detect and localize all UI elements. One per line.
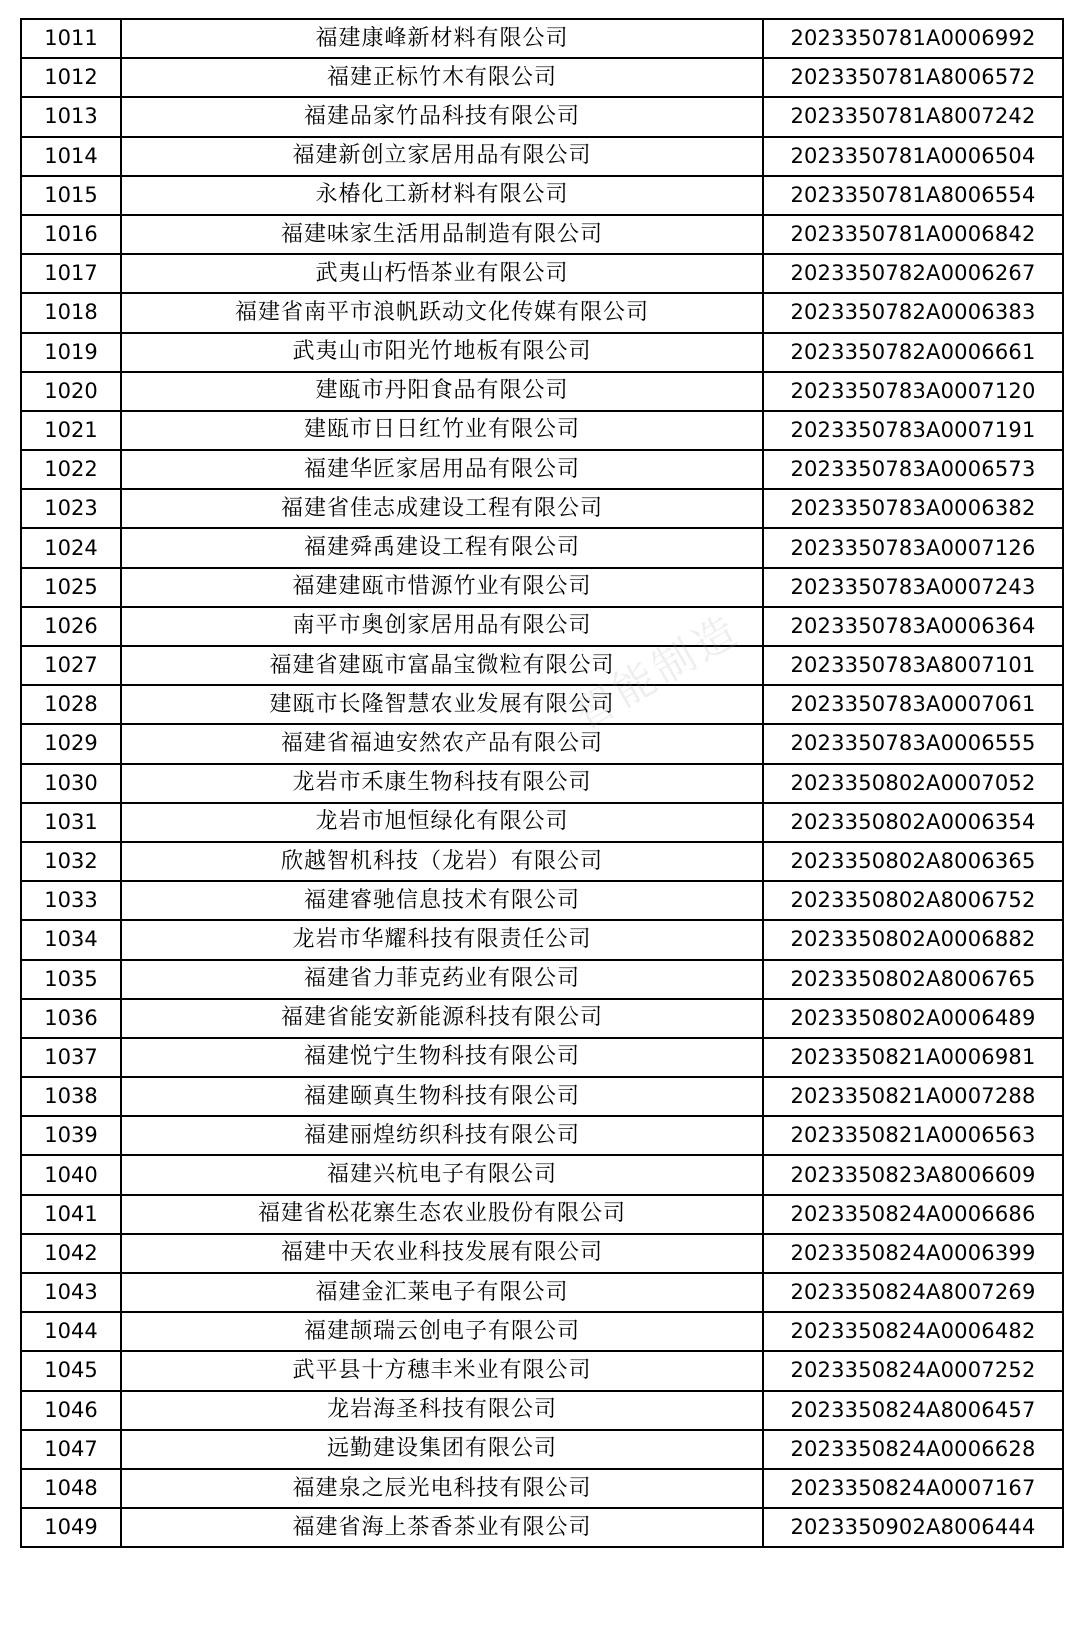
company-name-cell: 龙岩市禾康生物科技有限公司 xyxy=(121,764,763,803)
company-name-cell: 福建味家生活用品制造有限公司 xyxy=(121,215,763,254)
row-number-cell: 1014 xyxy=(21,137,121,176)
table-row xyxy=(21,254,1063,293)
row-number-cell: 1021 xyxy=(21,411,121,450)
row-number-cell: 1022 xyxy=(21,450,121,489)
company-name-cell: 远勤建设集团有限公司 xyxy=(121,1430,763,1469)
registration-code-cell: 2023350781A8006572 xyxy=(763,58,1063,97)
table-row xyxy=(21,19,1063,58)
table-row xyxy=(21,1116,1063,1155)
registration-code-cell: 2023350781A0006992 xyxy=(763,19,1063,58)
registration-code-cell: 2023350902A8006444 xyxy=(763,1508,1063,1547)
table-row xyxy=(21,960,1063,999)
company-name-cell: 福建省松花寨生态农业股份有限公司 xyxy=(121,1195,763,1234)
table-row xyxy=(21,881,1063,920)
row-number-cell: 1047 xyxy=(21,1430,121,1469)
company-name-cell: 福建新创立家居用品有限公司 xyxy=(121,137,763,176)
table-row xyxy=(21,333,1063,372)
row-number-cell: 1011 xyxy=(21,19,121,58)
registration-code-cell: 2023350783A0006364 xyxy=(763,607,1063,646)
registration-code-cell: 2023350821A0007288 xyxy=(763,1077,1063,1116)
row-number-cell: 1024 xyxy=(21,528,121,567)
registration-code-cell: 2023350824A0006482 xyxy=(763,1312,1063,1351)
company-name-cell: 福建省力菲克药业有限公司 xyxy=(121,960,763,999)
company-name-cell: 建瓯市长隆智慧农业发展有限公司 xyxy=(121,685,763,724)
company-name-cell: 建瓯市丹阳食品有限公司 xyxy=(121,372,763,411)
company-name-cell: 永椿化工新材料有限公司 xyxy=(121,176,763,215)
company-name-cell: 福建兴杭电子有限公司 xyxy=(121,1155,763,1194)
registration-code-cell: 2023350824A8006457 xyxy=(763,1391,1063,1430)
registration-code-cell: 2023350783A0007120 xyxy=(763,372,1063,411)
table-row xyxy=(21,1195,1063,1234)
table-row xyxy=(21,764,1063,803)
row-number-cell: 1033 xyxy=(21,881,121,920)
registration-code-cell: 2023350783A0006382 xyxy=(763,489,1063,528)
table-row xyxy=(21,1155,1063,1194)
company-name-cell: 福建颐真生物科技有限公司 xyxy=(121,1077,763,1116)
company-name-cell: 福建省能安新能源科技有限公司 xyxy=(121,999,763,1038)
registration-code-cell: 2023350782A0006383 xyxy=(763,293,1063,332)
company-name-cell: 福建金汇莱电子有限公司 xyxy=(121,1273,763,1312)
company-name-cell: 欣越智机科技（龙岩）有限公司 xyxy=(121,842,763,881)
row-number-cell: 1028 xyxy=(21,685,121,724)
table-row xyxy=(21,842,1063,881)
row-number-cell: 1036 xyxy=(21,999,121,1038)
registration-code-cell: 2023350802A8006752 xyxy=(763,881,1063,920)
registration-code-cell: 2023350824A0007167 xyxy=(763,1469,1063,1508)
row-number-cell: 1030 xyxy=(21,764,121,803)
row-number-cell: 1039 xyxy=(21,1116,121,1155)
table-row xyxy=(21,1312,1063,1351)
company-name-cell: 福建品家竹品科技有限公司 xyxy=(121,97,763,136)
company-name-cell: 福建省建瓯市富晶宝微粒有限公司 xyxy=(121,646,763,685)
row-number-cell: 1048 xyxy=(21,1469,121,1508)
table-row xyxy=(21,999,1063,1038)
row-number-cell: 1018 xyxy=(21,293,121,332)
table-row xyxy=(21,724,1063,763)
company-name-cell: 福建省南平市浪帆跃动文化传媒有限公司 xyxy=(121,293,763,332)
row-number-cell: 1046 xyxy=(21,1391,121,1430)
table-row xyxy=(21,450,1063,489)
table-row xyxy=(21,568,1063,607)
row-number-cell: 1040 xyxy=(21,1155,121,1194)
table-row xyxy=(21,176,1063,215)
company-name-cell: 龙岩市旭恒绿化有限公司 xyxy=(121,803,763,842)
row-number-cell: 1012 xyxy=(21,58,121,97)
company-name-cell: 龙岩市华耀科技有限责任公司 xyxy=(121,920,763,959)
registration-code-cell: 2023350781A8006554 xyxy=(763,176,1063,215)
row-number-cell: 1032 xyxy=(21,842,121,881)
row-number-cell: 1041 xyxy=(21,1195,121,1234)
table-row xyxy=(21,293,1063,332)
row-number-cell: 1013 xyxy=(21,97,121,136)
table-row xyxy=(21,1077,1063,1116)
row-number-cell: 1016 xyxy=(21,215,121,254)
company-name-cell: 福建颉瑞云创电子有限公司 xyxy=(121,1312,763,1351)
row-number-cell: 1038 xyxy=(21,1077,121,1116)
registration-code-cell: 2023350783A8007101 xyxy=(763,646,1063,685)
table-row xyxy=(21,489,1063,528)
watermark-text: 智能制造 xyxy=(564,604,748,740)
registration-code-cell: 2023350783A0007243 xyxy=(763,568,1063,607)
company-name-cell: 福建丽煌纺织科技有限公司 xyxy=(121,1116,763,1155)
registration-code-cell: 2023350783A0007191 xyxy=(763,411,1063,450)
table-row xyxy=(21,607,1063,646)
registration-code-cell: 2023350821A0006981 xyxy=(763,1038,1063,1077)
company-name-cell: 建瓯市日日红竹业有限公司 xyxy=(121,411,763,450)
company-name-cell: 南平市奥创家居用品有限公司 xyxy=(121,607,763,646)
row-number-cell: 1027 xyxy=(21,646,121,685)
table-row xyxy=(21,1430,1063,1469)
table-row xyxy=(21,58,1063,97)
table-row xyxy=(21,215,1063,254)
row-number-cell: 1015 xyxy=(21,176,121,215)
table-row xyxy=(21,685,1063,724)
company-name-cell: 福建睿驰信息技术有限公司 xyxy=(121,881,763,920)
company-table xyxy=(20,18,1064,1548)
company-name-cell: 福建舜禹建设工程有限公司 xyxy=(121,528,763,567)
registration-code-cell: 2023350783A0007061 xyxy=(763,685,1063,724)
table-row xyxy=(21,1234,1063,1273)
registration-code-cell: 2023350802A0006489 xyxy=(763,999,1063,1038)
table-row xyxy=(21,137,1063,176)
registration-code-cell: 2023350824A0006399 xyxy=(763,1234,1063,1273)
company-name-cell: 龙岩海圣科技有限公司 xyxy=(121,1391,763,1430)
registration-code-cell: 2023350802A0006882 xyxy=(763,920,1063,959)
registration-code-cell: 2023350824A8007269 xyxy=(763,1273,1063,1312)
registration-code-cell: 2023350783A0006573 xyxy=(763,450,1063,489)
company-name-cell: 福建中天农业科技发展有限公司 xyxy=(121,1234,763,1273)
registration-code-cell: 2023350823A8006609 xyxy=(763,1155,1063,1194)
registration-code-cell: 2023350782A0006661 xyxy=(763,333,1063,372)
company-name-cell: 福建华匠家居用品有限公司 xyxy=(121,450,763,489)
registration-code-cell: 2023350802A8006365 xyxy=(763,842,1063,881)
company-name-cell: 武夷山朽悟茶业有限公司 xyxy=(121,254,763,293)
table-row xyxy=(21,1273,1063,1312)
table-row xyxy=(21,1391,1063,1430)
registration-code-cell: 2023350783A0007126 xyxy=(763,528,1063,567)
company-name-cell: 福建悦宁生物科技有限公司 xyxy=(121,1038,763,1077)
registration-code-cell: 2023350781A0006504 xyxy=(763,137,1063,176)
registration-code-cell: 2023350781A8007242 xyxy=(763,97,1063,136)
company-name-cell: 福建康峰新材料有限公司 xyxy=(121,19,763,58)
company-name-cell: 福建省福迪安然农产品有限公司 xyxy=(121,724,763,763)
company-list-sheet xyxy=(20,18,1062,1548)
table-body xyxy=(21,19,1063,1547)
table-row xyxy=(21,1469,1063,1508)
registration-code-cell: 2023350802A0007052 xyxy=(763,764,1063,803)
row-number-cell: 1029 xyxy=(21,724,121,763)
table-row xyxy=(21,1508,1063,1547)
table-row xyxy=(21,411,1063,450)
row-number-cell: 1049 xyxy=(21,1508,121,1547)
row-number-cell: 1042 xyxy=(21,1234,121,1273)
registration-code-cell: 2023350802A8006765 xyxy=(763,960,1063,999)
registration-code-cell: 2023350781A0006842 xyxy=(763,215,1063,254)
registration-code-cell: 2023350783A0006555 xyxy=(763,724,1063,763)
row-number-cell: 1023 xyxy=(21,489,121,528)
company-name-cell: 福建正标竹木有限公司 xyxy=(121,58,763,97)
registration-code-cell: 2023350824A0007252 xyxy=(763,1351,1063,1390)
registration-code-cell: 2023350824A0006628 xyxy=(763,1430,1063,1469)
table-row xyxy=(21,528,1063,567)
company-name-cell: 福建省佳志成建设工程有限公司 xyxy=(121,489,763,528)
company-name-cell: 武平县十方穗丰米业有限公司 xyxy=(121,1351,763,1390)
table-row xyxy=(21,1351,1063,1390)
registration-code-cell: 2023350782A0006267 xyxy=(763,254,1063,293)
company-name-cell: 福建建瓯市惜源竹业有限公司 xyxy=(121,568,763,607)
registration-code-cell: 2023350821A0006563 xyxy=(763,1116,1063,1155)
row-number-cell: 1044 xyxy=(21,1312,121,1351)
table-row xyxy=(21,920,1063,959)
company-name-cell: 武夷山市阳光竹地板有限公司 xyxy=(121,333,763,372)
row-number-cell: 1035 xyxy=(21,960,121,999)
table-row xyxy=(21,372,1063,411)
company-name-cell: 福建泉之辰光电科技有限公司 xyxy=(121,1469,763,1508)
table-row xyxy=(21,1038,1063,1077)
row-number-cell: 1045 xyxy=(21,1351,121,1390)
row-number-cell: 1043 xyxy=(21,1273,121,1312)
row-number-cell: 1037 xyxy=(21,1038,121,1077)
row-number-cell: 1034 xyxy=(21,920,121,959)
row-number-cell: 1031 xyxy=(21,803,121,842)
table-row xyxy=(21,97,1063,136)
registration-code-cell: 2023350802A0006354 xyxy=(763,803,1063,842)
company-name-cell: 福建省海上茶香茶业有限公司 xyxy=(121,1508,763,1547)
table-row xyxy=(21,803,1063,842)
table-row xyxy=(21,646,1063,685)
row-number-cell: 1019 xyxy=(21,333,121,372)
row-number-cell: 1020 xyxy=(21,372,121,411)
row-number-cell: 1025 xyxy=(21,568,121,607)
registration-code-cell: 2023350824A0006686 xyxy=(763,1195,1063,1234)
row-number-cell: 1026 xyxy=(21,607,121,646)
row-number-cell: 1017 xyxy=(21,254,121,293)
